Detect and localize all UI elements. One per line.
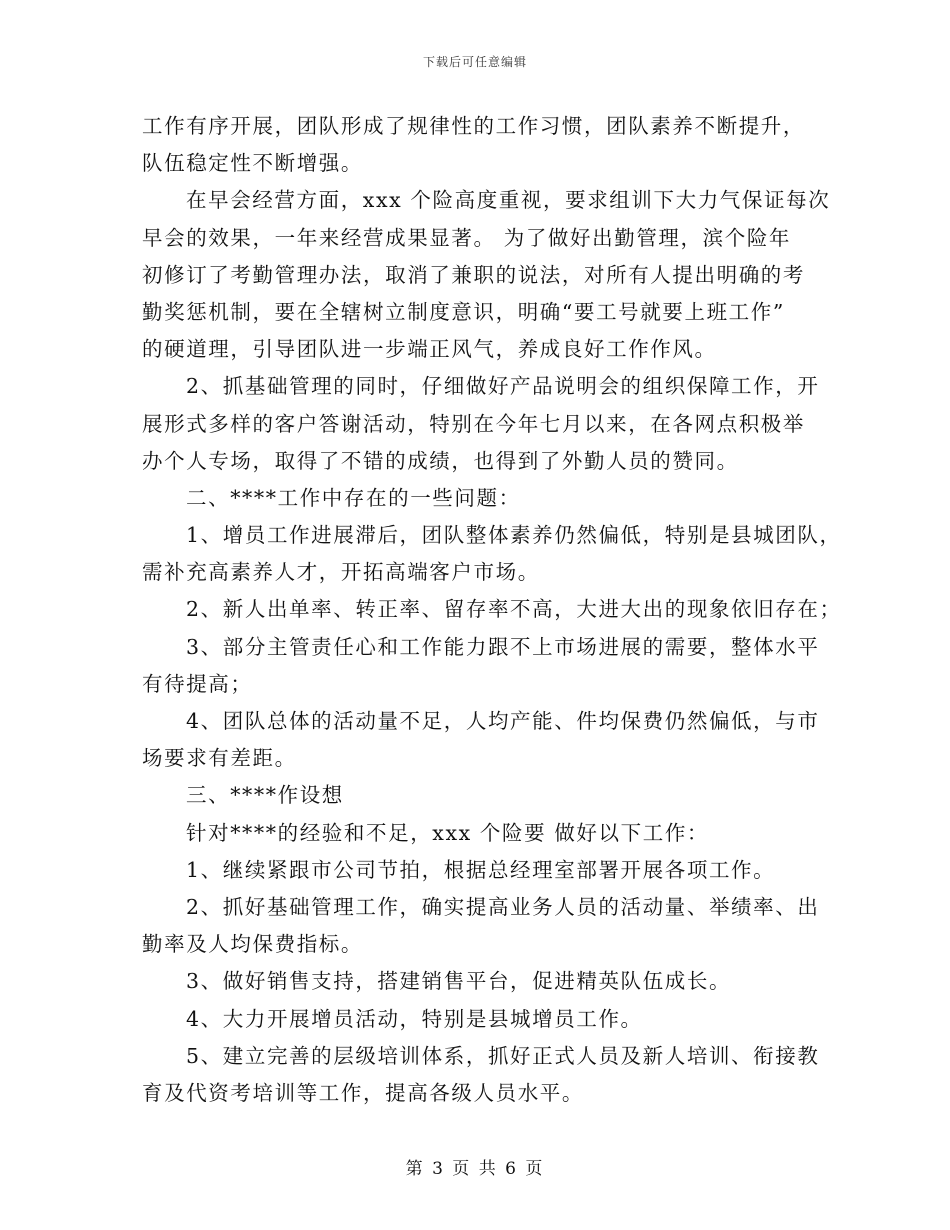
- document-body: [142, 108, 842, 1112]
- body-line: 5、建立完善的层级培训体系，抓好正式人员及新人培训、衔接教: [186, 1043, 820, 1068]
- body-line: 勤奖惩机制，要在全辖树立制度意识，明确“要工号就要上班工作”: [142, 299, 785, 324]
- body-line: 针对****的经验和不足，xxx 个险要 做好以下工作：: [186, 820, 710, 845]
- body-line: 1、增员工作进展滞后，团队整体素养仍然偏低，特别是县城团队，: [186, 523, 842, 548]
- section-heading: 二、****工作中存在的一些问题：: [186, 485, 521, 510]
- body-line: 育及代资考培训等工作，提高各级人员水平。: [142, 1080, 584, 1105]
- body-line: 3、部分主管责任心和工作能力跟不上市场进展的需要，整体水平: [186, 634, 820, 659]
- body-line: 4、团队总体的活动量不足，人均产能、件均保费仍然偏低，与市: [186, 709, 820, 733]
- body-line: 在早会经营方面，xxx 个险高度重视，要求组训下大力气保证每次: [186, 188, 831, 213]
- body-line: 场要求有差距。: [142, 746, 297, 771]
- page-header: 下载后可任意编辑: [422, 55, 527, 69]
- body-line: 有待提高；: [142, 671, 253, 696]
- body-line: 2、新人出单率、转正率、留存率不高，大进大出的现象依旧存在；: [186, 597, 842, 622]
- body-line: 勤率及人均保费指标。: [142, 932, 363, 957]
- body-line: 4、大力开展增员活动，特别是县城增员工作。: [186, 1006, 643, 1031]
- body-line: 展形式多样的客户答谢活动，特别在今年七月以来，在各网点积极举: [142, 411, 805, 436]
- body-line: 2、抓基础管理的同时，仔细做好产品说明会的组织保障工作，开: [186, 374, 820, 399]
- body-line: 需补充高素养人才，开拓高端客户市场。: [142, 560, 540, 585]
- body-line: 队伍稳定性不断增强。: [142, 151, 363, 176]
- body-line: 3、做好销售支持，搭建销售平台，促进精英队伍成长。: [186, 969, 732, 994]
- body-line: 2、抓好基础管理工作，确实提高业务人员的活动量、举绩率、出: [186, 894, 820, 919]
- body-line: 1、继续紧跟市公司节拍，根据总经理室部署开展各项工作。: [186, 857, 776, 882]
- body-line: 初修订了考勤管理办法，取消了兼职的说法，对所有人提出明确的考: [142, 262, 805, 287]
- body-line: 早会的效果，一年来经营成果显著。 为了做好出勤管理，滨个险年: [142, 225, 792, 250]
- body-line: 办个人专场，取得了不错的成绩，也得到了外勤人员的赞同。: [142, 448, 739, 473]
- page-number-footer: 第 3 页 共 6 页: [405, 1159, 545, 1179]
- body-line: 的硬道理，引导团队进一步端正风气，养成良好工作作风。: [142, 337, 717, 362]
- section-heading: 三、****作设想: [186, 783, 344, 808]
- body-line: 工作有序开展，团队形成了规律性的工作习惯，团队素养不断提升，: [142, 114, 805, 138]
